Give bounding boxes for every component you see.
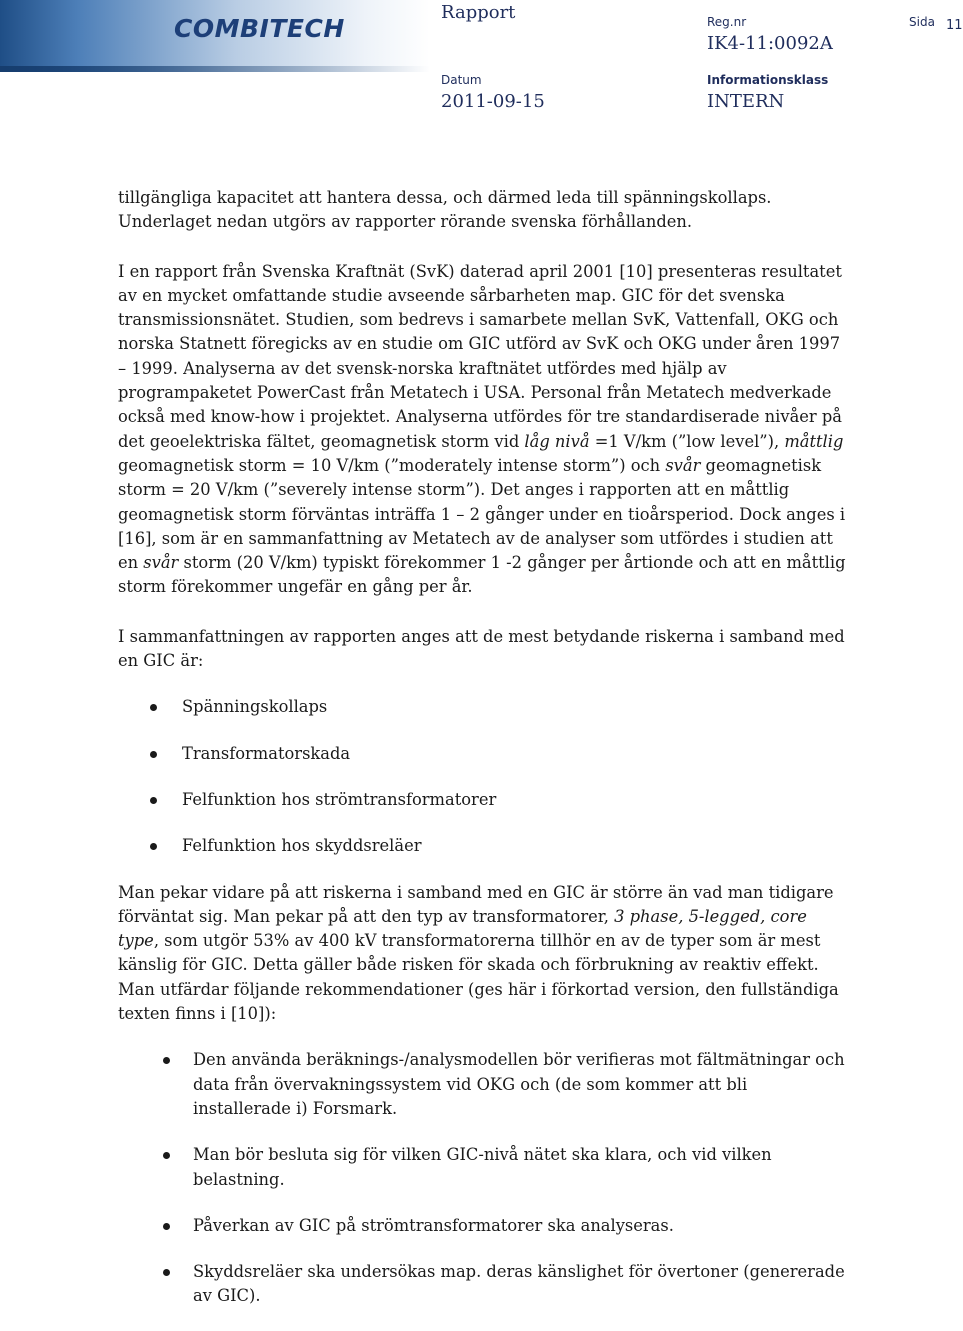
info-class-label: Informationsklass xyxy=(707,73,829,87)
emphasis-low-level: låg nivå xyxy=(524,431,590,451)
emphasis-transformer-type: 3 phase, 5-legged, core type xyxy=(118,906,807,951)
list-item: Felfunktion hos strömtransformatorer xyxy=(118,788,848,812)
emphasis-moderate: måttlig xyxy=(784,431,844,451)
emphasis-severe: svår xyxy=(665,455,701,475)
list-item: Man bör besluta sig för vilken GIC-nivå nätet ska klara, och vid vilken belastning. xyxy=(118,1143,848,1192)
emphasis-severe-2: svår xyxy=(143,553,179,573)
paragraph-2-text-c: geomagnetisk storm = 10 V/km (”moderately intense storm”) och xyxy=(118,455,666,475)
page-number: 11 xyxy=(946,18,963,33)
paragraph-1: tillgängliga kapacitet att hantera dessa, och därmed leda till spänningskollaps. Underlaget nedan utgörs av rapporter rörande svenska förhållanden. xyxy=(118,188,772,232)
company-logo-band xyxy=(0,0,430,72)
document-type: Rapport xyxy=(441,2,516,23)
regnr-value: IK4-11:0092A xyxy=(707,33,833,54)
risk-list xyxy=(118,695,848,858)
document-body xyxy=(118,186,848,1331)
list-item: Transformatorskada xyxy=(118,742,848,766)
info-class-value: INTERN xyxy=(707,91,785,112)
list-item: Den använda beräknings-/analysmodellen bör verifieras mot fältmätningar och data från övervakningssystem vid OKG och (de som kommer att bli installerade i) Forsmark. xyxy=(118,1048,848,1121)
paragraph-2-text-a: I en rapport från Svenska Kraftnät (SvK) daterad april 2001 [10] presenteras resultatet av en mycket omfattande studie avseende sårbarheten map. GIC för det svenska transmissionsnätet. Studien, som bedrevs i samarbete mellan SvK, Vattenfall, OKG och norska Statnett föregicks av en studie om GIC utförd av SvK och OKG under åren 1997 – 1999. Analyserna av det svensk-norska kraftnätet utfördes med hjälp av programpaketet PowerCast från Metatech i USA. Personal från Metatech medverkade också med know-how i projektet. Analyserna utfördes för tre standardiserade nivåer på det geoelektriska fältet, geomagnetisk storm vid xyxy=(118,261,843,451)
company-logo: COMBITECH xyxy=(174,14,345,43)
paragraph-3: I sammanfattningen av rapporten anges att de mest betydande riskerna i samband med en GIC är: xyxy=(118,626,845,671)
paragraph-2 xyxy=(118,260,848,600)
paragraph-2-text-b: =1 V/km (”low level”), xyxy=(589,431,785,451)
date-value: 2011-09-15 xyxy=(441,91,545,112)
date-label: Datum xyxy=(441,73,482,87)
paragraph-2-text-e: storm (20 V/km) typiskt förekommer 1 -2 gånger per årtionde och att en måttlig storm förekommer ungefär en gång per år. xyxy=(118,553,846,597)
regnr-label: Reg.nr xyxy=(707,15,747,29)
list-item: Skyddsreläer ska undersökas map. deras känslighet för övertoner (genererade av GIC). xyxy=(118,1260,848,1309)
paragraph-2-text-d: geomagnetisk storm = 20 V/km (”severely intense storm”). Det anges i rapporten att en måttlig geomagnetisk storm förväntas inträffa 1 – 2 gånger under en tioårsperiod. Dock anges i [16], som är en sammanfattning av Metatech av de analyser som utfördes i studien att en xyxy=(118,455,846,573)
list-item: Spänningskollaps xyxy=(118,695,848,719)
list-item: Felfunktion hos skyddsreläer xyxy=(118,834,848,858)
paragraph-4 xyxy=(118,881,848,1027)
paragraph-4-text-a: Man pekar vidare på att riskerna i samband med en GIC är större än vad man tidigare förväntat sig. Man pekar på att den typ av transformatorer, xyxy=(118,882,834,926)
paragraph-4-text-b: , som utgör 53% av 400 kV transformatorerna tillhör en av de typer som är mest känslig för GIC. Detta gäller både risken för skada och förbrukning av reaktiv effekt. Man utfärdar följande rekommendationer (ges här i förkortad version, den fullständiga texten finns i [10]): xyxy=(118,931,839,1024)
page-label: Sida xyxy=(909,15,935,29)
recommendation-list xyxy=(118,1048,848,1308)
list-item: Påverkan av GIC på strömtransformatorer ska analyseras. xyxy=(118,1214,848,1238)
